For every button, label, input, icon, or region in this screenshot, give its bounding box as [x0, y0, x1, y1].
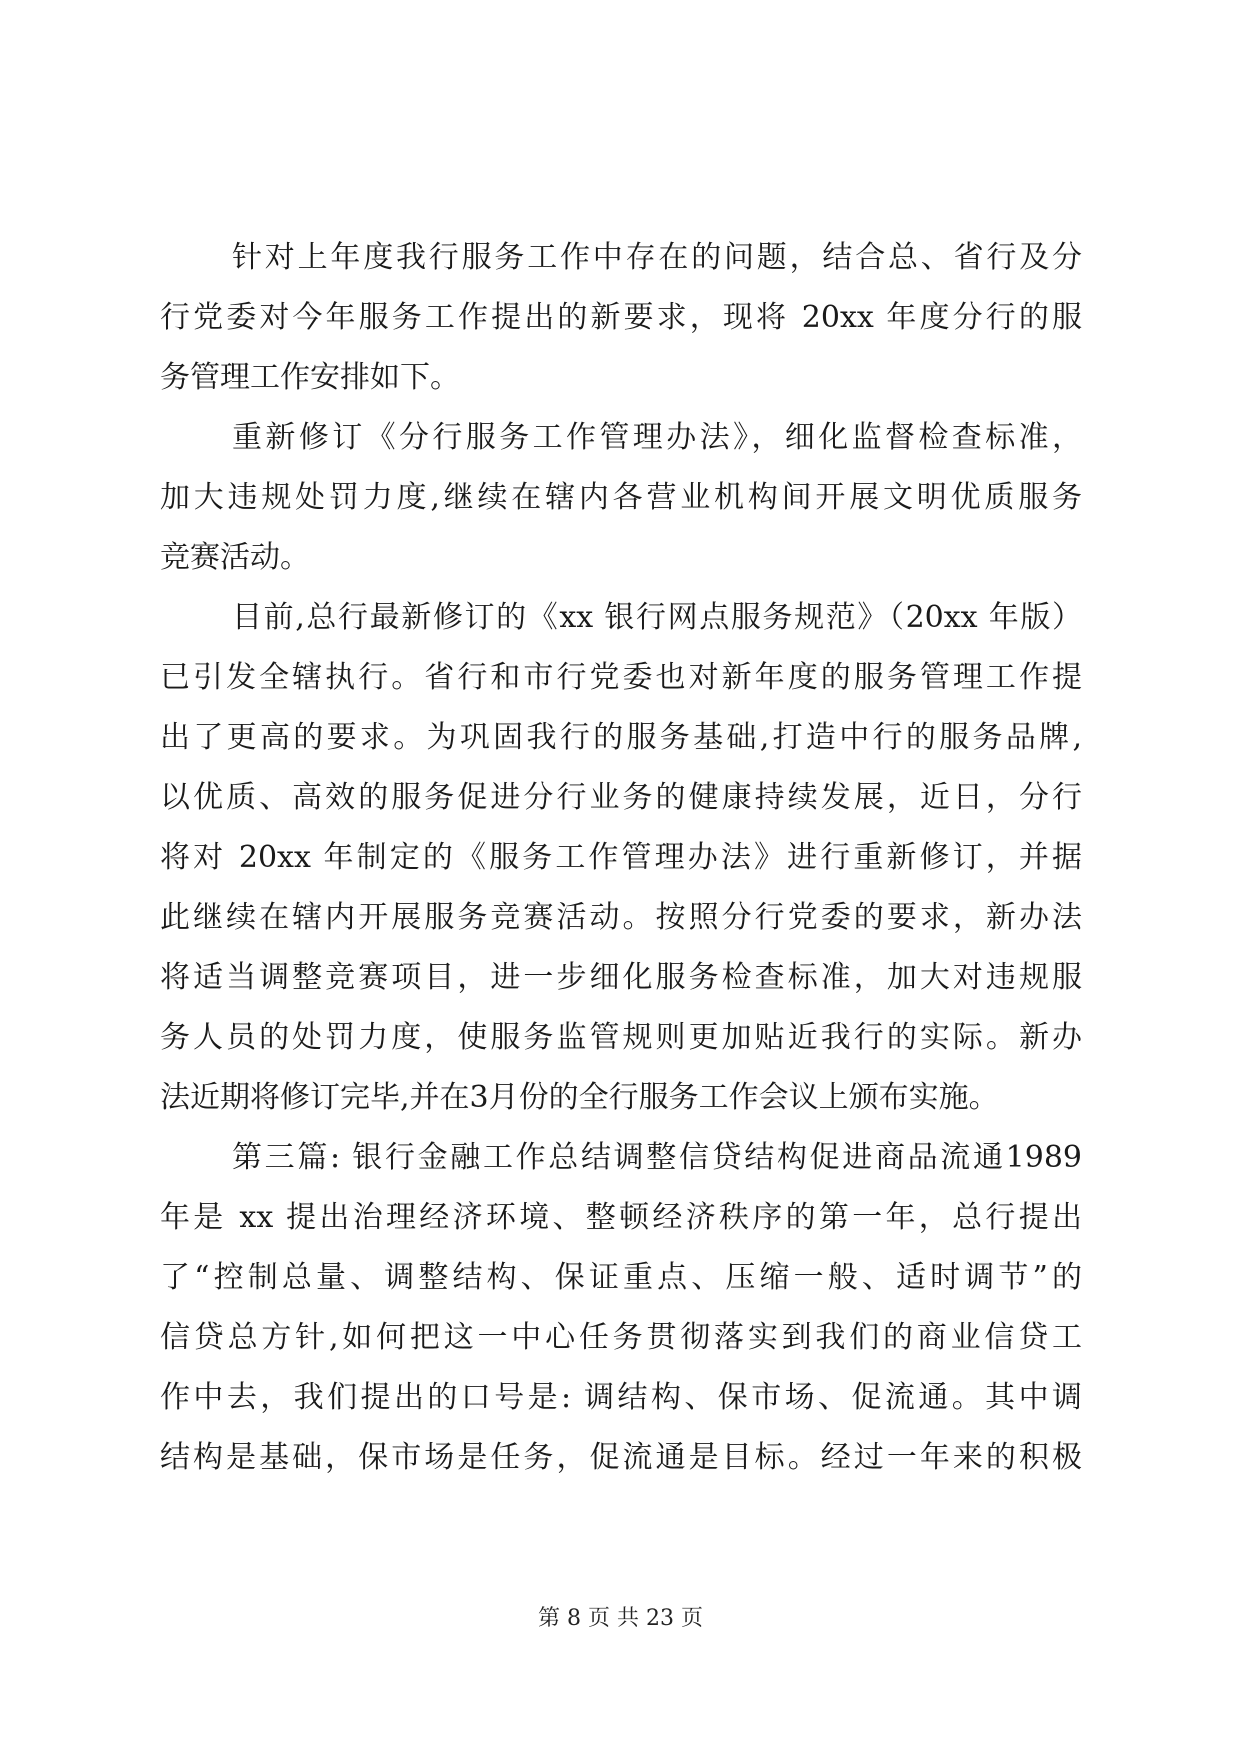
paragraph	[160, 408, 1082, 588]
text-line: 以优质、高效的服务促进分行业务的健康持续发展，近日，分行	[160, 780, 1082, 815]
text-line: 针对上年度我行服务工作中存在的问题，结合总、省行及分	[232, 240, 1082, 275]
text-line: 务人员的处罚力度，使服务监管规则更加贴近我行的实际。新办	[160, 1020, 1082, 1055]
text-line: 将对 20xx 年制定的《服务工作管理办法》进行重新修订，并据	[160, 840, 1082, 875]
paragraph	[160, 228, 1082, 408]
text-line: 将适当调整竞赛项目，进一步细化服务检查标准，加大对违规服	[160, 960, 1082, 995]
text-line: 此继续在辖内开展服务竞赛活动。按照分行党委的要求，新办法	[160, 900, 1082, 935]
document-body	[160, 228, 1082, 1488]
text-line: 第三篇: 银行金融工作总结调整信贷结构促进商品流通1989	[232, 1140, 1082, 1175]
text-line: 竞赛活动。	[160, 540, 310, 575]
text-line: 出了更高的要求。为巩固我行的服务基础,打造中行的服务品牌,	[160, 720, 1082, 755]
text-line: 目前,总行最新修订的《xx 银行网点服务规范》（20xx 年版）	[232, 600, 1082, 635]
paragraph	[160, 1128, 1082, 1488]
text-line: 信贷总方针,如何把这一中心任务贯彻落实到我们的商业信贷工	[160, 1320, 1082, 1355]
text-line: 法近期将修订完毕,并在3月份的全行服务工作会议上颁布实施。	[160, 1080, 999, 1115]
text-line: 了“控制总量、调整结构、保证重点、压缩一般、适时调节”的	[160, 1260, 1082, 1295]
paragraph	[160, 588, 1082, 1128]
text-line: 行党委对今年服务工作提出的新要求，现将 20xx 年度分行的服	[160, 300, 1082, 335]
text-line: 结构是基础，保市场是任务，促流通是目标。经过一年来的积极	[160, 1440, 1082, 1475]
text-line: 加大违规处罚力度,继续在辖内各营业机构间开展文明优质服务	[160, 480, 1082, 515]
text-line: 年是 xx 提出治理经济环境、整顿经济秩序的第一年，总行提出	[160, 1200, 1082, 1235]
page-number: 第 8 页 共 23 页	[538, 1606, 703, 1631]
text-line: 重新修订《分行服务工作管理办法》，细化监督检查标准，	[232, 420, 1082, 455]
text-line: 务管理工作安排如下。	[160, 360, 460, 395]
text-line: 已引发全辖执行。省行和市行党委也对新年度的服务管理工作提	[160, 660, 1082, 695]
page-footer	[0, 1604, 1241, 1634]
text-line: 作中去，我们提出的口号是: 调结构、保市场、促流通。其中调	[160, 1380, 1082, 1415]
